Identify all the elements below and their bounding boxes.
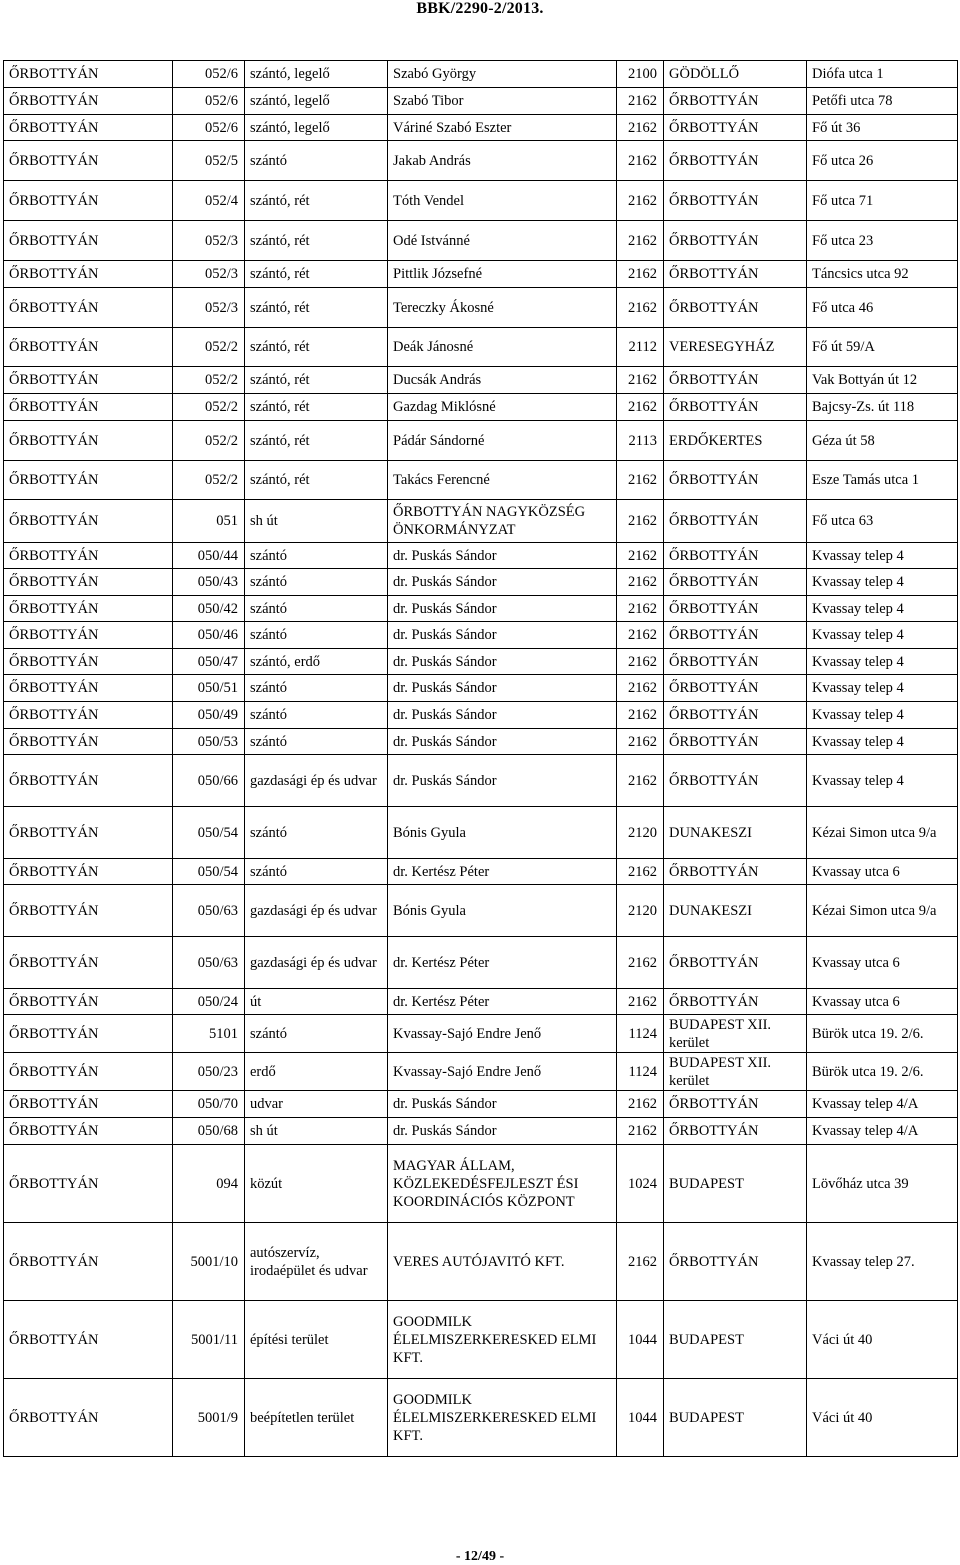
- postal-code-cell: 2162: [617, 543, 664, 569]
- owner-name-cell: dr. Puskás Sándor: [388, 543, 617, 569]
- parcel-number-cell: 052/3: [173, 288, 245, 328]
- table-row: [4, 221, 958, 261]
- postal-code-cell: 2162: [617, 729, 664, 755]
- land-use-cell: szántó, rét: [245, 328, 388, 367]
- owner-city-cell: ŐRBOTTYÁN: [664, 1118, 807, 1145]
- settlement-cell: ŐRBOTTYÁN: [4, 569, 173, 596]
- settlement-cell: ŐRBOTTYÁN: [4, 88, 173, 115]
- owner-city-cell: ŐRBOTTYÁN: [664, 261, 807, 288]
- owner-city-cell: ŐRBOTTYÁN: [664, 141, 807, 181]
- owner-city-cell: ŐRBOTTYÁN: [664, 88, 807, 115]
- land-use-cell: szántó, erdő: [245, 649, 388, 675]
- parcel-number-cell: 050/43: [173, 569, 245, 596]
- owner-address-cell: Fő utca 63: [807, 500, 958, 543]
- owner-city-cell: DUNAKESZI: [664, 807, 807, 859]
- owner-address-cell: Kvassay utca 6: [807, 859, 958, 885]
- postal-code-cell: 2162: [617, 181, 664, 221]
- settlement-cell: ŐRBOTTYÁN: [4, 421, 173, 461]
- owner-city-cell: ŐRBOTTYÁN: [664, 859, 807, 885]
- table-row: [4, 1145, 958, 1223]
- owner-name-cell: dr. Puskás Sándor: [388, 1091, 617, 1118]
- settlement-cell: ŐRBOTTYÁN: [4, 1301, 173, 1379]
- table-row: [4, 1379, 958, 1457]
- settlement-cell: ŐRBOTTYÁN: [4, 937, 173, 989]
- table-row: [4, 755, 958, 807]
- owner-address-cell: Bürök utca 19. 2/6.: [807, 1053, 958, 1091]
- owner-name-cell: Pádár Sándorné: [388, 421, 617, 461]
- owner-name-cell: Kvassay-Sajó Endre Jenő: [388, 1015, 617, 1053]
- land-use-cell: szántó, rét: [245, 221, 388, 261]
- postal-code-cell: 2162: [617, 675, 664, 702]
- parcel-number-cell: 050/47: [173, 649, 245, 675]
- owner-name-cell: dr. Puskás Sándor: [388, 1118, 617, 1145]
- settlement-cell: ŐRBOTTYÁN: [4, 885, 173, 937]
- owner-city-cell: ŐRBOTTYÁN: [664, 702, 807, 729]
- land-use-cell: gazdasági ép és udvar: [245, 755, 388, 807]
- table-row: [4, 461, 958, 500]
- owner-address-cell: Bajcsy-Zs. út 118: [807, 394, 958, 421]
- owner-address-cell: Kézai Simon utca 9/a: [807, 807, 958, 859]
- owner-address-cell: Kvassay telep 4: [807, 755, 958, 807]
- owner-city-cell: ŐRBOTTYÁN: [664, 221, 807, 261]
- land-use-cell: beépítetlen terület: [245, 1379, 388, 1457]
- owner-address-cell: Lövőház utca 39: [807, 1145, 958, 1223]
- owner-name-cell: Szabó Tibor: [388, 88, 617, 115]
- owner-address-cell: Kvassay telep 4/A: [807, 1091, 958, 1118]
- postal-code-cell: 2162: [617, 702, 664, 729]
- postal-code-cell: 2162: [617, 649, 664, 675]
- owner-name-cell: Deák Jánosné: [388, 328, 617, 367]
- owner-name-cell: Kvassay-Sajó Endre Jenő: [388, 1053, 617, 1091]
- owner-address-cell: Váci út 40: [807, 1379, 958, 1457]
- land-use-cell: szántó: [245, 859, 388, 885]
- owner-city-cell: ŐRBOTTYÁN: [664, 622, 807, 649]
- owner-address-cell: Vak Bottyán út 12: [807, 367, 958, 394]
- owner-address-cell: Fő utca 23: [807, 221, 958, 261]
- parcel-number-cell: 050/24: [173, 989, 245, 1015]
- postal-code-cell: 2162: [617, 115, 664, 141]
- owner-address-cell: Petőfi utca 78: [807, 88, 958, 115]
- land-use-cell: szántó: [245, 141, 388, 181]
- land-use-cell: szántó, rét: [245, 421, 388, 461]
- table-row: [4, 569, 958, 596]
- postal-code-cell: 2162: [617, 500, 664, 543]
- owner-address-cell: Kvassay telep 4: [807, 675, 958, 702]
- owner-address-cell: Kvassay telep 4: [807, 569, 958, 596]
- land-use-cell: út: [245, 989, 388, 1015]
- table-row: [4, 622, 958, 649]
- parcel-number-cell: 050/54: [173, 859, 245, 885]
- parcel-number-cell: 050/53: [173, 729, 245, 755]
- parcel-owners-table: [3, 60, 958, 1457]
- parcel-number-cell: 052/2: [173, 367, 245, 394]
- parcel-number-cell: 050/66: [173, 755, 245, 807]
- settlement-cell: ŐRBOTTYÁN: [4, 1379, 173, 1457]
- owner-name-cell: dr. Kertész Péter: [388, 937, 617, 989]
- land-use-cell: autószervíz, irodaépület és udvar: [245, 1223, 388, 1301]
- parcel-number-cell: 050/23: [173, 1053, 245, 1091]
- postal-code-cell: 2162: [617, 88, 664, 115]
- settlement-cell: ŐRBOTTYÁN: [4, 543, 173, 569]
- parcel-number-cell: 052/2: [173, 328, 245, 367]
- land-use-cell: szántó: [245, 569, 388, 596]
- table-row: [4, 261, 958, 288]
- owner-city-cell: ŐRBOTTYÁN: [664, 115, 807, 141]
- postal-code-cell: 2100: [617, 61, 664, 88]
- owner-city-cell: VERESEGYHÁZ: [664, 328, 807, 367]
- table-row: [4, 1053, 958, 1091]
- owner-name-cell: dr. Puskás Sándor: [388, 596, 617, 622]
- owner-name-cell: dr. Puskás Sándor: [388, 649, 617, 675]
- land-use-cell: szántó: [245, 807, 388, 859]
- land-use-cell: gazdasági ép és udvar: [245, 885, 388, 937]
- owner-city-cell: ŐRBOTTYÁN: [664, 288, 807, 328]
- table-row: [4, 1301, 958, 1379]
- parcel-number-cell: 052/2: [173, 394, 245, 421]
- settlement-cell: ŐRBOTTYÁN: [4, 261, 173, 288]
- table-row: [4, 421, 958, 461]
- postal-code-cell: 2162: [617, 221, 664, 261]
- parcel-number-cell: 050/46: [173, 622, 245, 649]
- owner-address-cell: Kvassay utca 6: [807, 989, 958, 1015]
- table-row: [4, 937, 958, 989]
- owner-name-cell: Váriné Szabó Eszter: [388, 115, 617, 141]
- postal-code-cell: 2120: [617, 807, 664, 859]
- postal-code-cell: 2162: [617, 859, 664, 885]
- postal-code-cell: 2162: [617, 261, 664, 288]
- settlement-cell: ŐRBOTTYÁN: [4, 1091, 173, 1118]
- parcel-number-cell: 052/6: [173, 88, 245, 115]
- owner-city-cell: BUDAPEST: [664, 1301, 807, 1379]
- settlement-cell: ŐRBOTTYÁN: [4, 622, 173, 649]
- owner-name-cell: Bónis Gyula: [388, 807, 617, 859]
- parcel-number-cell: 050/54: [173, 807, 245, 859]
- owner-city-cell: ŐRBOTTYÁN: [664, 596, 807, 622]
- land-use-cell: szántó: [245, 675, 388, 702]
- owner-name-cell: dr. Puskás Sándor: [388, 569, 617, 596]
- postal-code-cell: 2162: [617, 755, 664, 807]
- settlement-cell: ŐRBOTTYÁN: [4, 61, 173, 88]
- parcel-number-cell: 052/2: [173, 421, 245, 461]
- owner-name-cell: Tóth Vendel: [388, 181, 617, 221]
- owner-address-cell: Kvassay telep 4: [807, 649, 958, 675]
- postal-code-cell: 1044: [617, 1379, 664, 1457]
- table-row: [4, 543, 958, 569]
- settlement-cell: ŐRBOTTYÁN: [4, 755, 173, 807]
- postal-code-cell: 2162: [617, 1223, 664, 1301]
- postal-code-cell: 2162: [617, 461, 664, 500]
- settlement-cell: ŐRBOTTYÁN: [4, 1118, 173, 1145]
- owner-address-cell: Diófa utca 1: [807, 61, 958, 88]
- owner-address-cell: Kvassay telep 4: [807, 702, 958, 729]
- land-use-cell: szántó, rét: [245, 181, 388, 221]
- table-row: [4, 288, 958, 328]
- settlement-cell: ŐRBOTTYÁN: [4, 729, 173, 755]
- owner-city-cell: ŐRBOTTYÁN: [664, 937, 807, 989]
- owner-city-cell: ŐRBOTTYÁN: [664, 1223, 807, 1301]
- land-use-cell: sh út: [245, 1118, 388, 1145]
- parcel-number-cell: 052/3: [173, 261, 245, 288]
- table-row: [4, 88, 958, 115]
- settlement-cell: ŐRBOTTYÁN: [4, 1145, 173, 1223]
- settlement-cell: ŐRBOTTYÁN: [4, 221, 173, 261]
- land-use-cell: szántó, legelő: [245, 115, 388, 141]
- land-use-cell: szántó, rét: [245, 394, 388, 421]
- owner-city-cell: DUNAKESZI: [664, 885, 807, 937]
- postal-code-cell: 2162: [617, 569, 664, 596]
- table-row: [4, 181, 958, 221]
- owner-name-cell: dr. Puskás Sándor: [388, 755, 617, 807]
- settlement-cell: ŐRBOTTYÁN: [4, 500, 173, 543]
- postal-code-cell: 1024: [617, 1145, 664, 1223]
- land-use-cell: udvar: [245, 1091, 388, 1118]
- owner-address-cell: Kézai Simon utca 9/a: [807, 885, 958, 937]
- settlement-cell: ŐRBOTTYÁN: [4, 675, 173, 702]
- owner-address-cell: Kvassay telep 4: [807, 729, 958, 755]
- table-row: [4, 367, 958, 394]
- owner-name-cell: dr. Kertész Péter: [388, 989, 617, 1015]
- owner-city-cell: ŐRBOTTYÁN: [664, 755, 807, 807]
- parcel-number-cell: 050/63: [173, 885, 245, 937]
- owner-address-cell: Fő utca 71: [807, 181, 958, 221]
- owner-name-cell: GOODMILK ÉLELMISZERKERESKED ELMI KFT.: [388, 1301, 617, 1379]
- table-row: [4, 1091, 958, 1118]
- owner-name-cell: Takács Ferencné: [388, 461, 617, 500]
- settlement-cell: ŐRBOTTYÁN: [4, 989, 173, 1015]
- owner-city-cell: ŐRBOTTYÁN: [664, 569, 807, 596]
- settlement-cell: ŐRBOTTYÁN: [4, 649, 173, 675]
- owner-address-cell: Kvassay telep 4: [807, 543, 958, 569]
- land-use-cell: közút: [245, 1145, 388, 1223]
- table-row: [4, 729, 958, 755]
- owner-address-cell: Kvassay telep 4/A: [807, 1118, 958, 1145]
- parcel-number-cell: 050/70: [173, 1091, 245, 1118]
- table-row: [4, 394, 958, 421]
- owner-name-cell: dr. Kertész Péter: [388, 859, 617, 885]
- owner-name-cell: Pittlik Józsefné: [388, 261, 617, 288]
- postal-code-cell: 1044: [617, 1301, 664, 1379]
- parcel-number-cell: 094: [173, 1145, 245, 1223]
- table-row: [4, 807, 958, 859]
- land-use-cell: szántó, rét: [245, 367, 388, 394]
- settlement-cell: ŐRBOTTYÁN: [4, 702, 173, 729]
- owner-city-cell: ŐRBOTTYÁN: [664, 367, 807, 394]
- parcel-number-cell: 052/2: [173, 461, 245, 500]
- land-use-cell: szántó: [245, 729, 388, 755]
- land-use-cell: sh út: [245, 500, 388, 543]
- owner-name-cell: Tereczky Ákosné: [388, 288, 617, 328]
- parcel-number-cell: 051: [173, 500, 245, 543]
- owner-name-cell: Bónis Gyula: [388, 885, 617, 937]
- owner-city-cell: ŐRBOTTYÁN: [664, 1091, 807, 1118]
- parcel-number-cell: 052/3: [173, 221, 245, 261]
- owner-name-cell: Gazdag Miklósné: [388, 394, 617, 421]
- parcel-number-cell: 5001/11: [173, 1301, 245, 1379]
- table-row: [4, 649, 958, 675]
- postal-code-cell: 2162: [617, 141, 664, 181]
- land-use-cell: szántó, rét: [245, 461, 388, 500]
- table-row: [4, 1118, 958, 1145]
- table-row: [4, 675, 958, 702]
- owner-address-cell: Fő út 36: [807, 115, 958, 141]
- owner-address-cell: Fő utca 26: [807, 141, 958, 181]
- land-use-cell: szántó, rét: [245, 261, 388, 288]
- postal-code-cell: 2162: [617, 1091, 664, 1118]
- owner-city-cell: ERDŐKERTES: [664, 421, 807, 461]
- settlement-cell: ŐRBOTTYÁN: [4, 1223, 173, 1301]
- owner-city-cell: ŐRBOTTYÁN: [664, 543, 807, 569]
- table-row: [4, 61, 958, 88]
- owner-name-cell: Odé Istvánné: [388, 221, 617, 261]
- owner-name-cell: MAGYAR ÁLLAM, KÖZLEKEDÉSFEJLESZT ÉSI KOORDINÁCIÓS KÖZPONT: [388, 1145, 617, 1223]
- owner-city-cell: BUDAPEST XII. kerület: [664, 1015, 807, 1053]
- owner-address-cell: Fő út 59/A: [807, 328, 958, 367]
- owner-address-cell: Géza út 58: [807, 421, 958, 461]
- owner-name-cell: dr. Puskás Sándor: [388, 675, 617, 702]
- parcel-number-cell: 050/42: [173, 596, 245, 622]
- owner-name-cell: dr. Puskás Sándor: [388, 622, 617, 649]
- table-row: [4, 115, 958, 141]
- owner-name-cell: Ducsák András: [388, 367, 617, 394]
- owner-name-cell: Szabó György: [388, 61, 617, 88]
- owner-city-cell: ŐRBOTTYÁN: [664, 394, 807, 421]
- settlement-cell: ŐRBOTTYÁN: [4, 807, 173, 859]
- settlement-cell: ŐRBOTTYÁN: [4, 461, 173, 500]
- land-use-cell: szántó, legelő: [245, 61, 388, 88]
- land-use-cell: gazdasági ép és udvar: [245, 937, 388, 989]
- table-row: [4, 702, 958, 729]
- table-row: [4, 989, 958, 1015]
- table-body: [4, 61, 958, 1457]
- owner-city-cell: BUDAPEST: [664, 1379, 807, 1457]
- postal-code-cell: 2162: [617, 989, 664, 1015]
- land-use-cell: erdő: [245, 1053, 388, 1091]
- settlement-cell: ŐRBOTTYÁN: [4, 141, 173, 181]
- parcel-number-cell: 5001/10: [173, 1223, 245, 1301]
- owner-city-cell: ŐRBOTTYÁN: [664, 500, 807, 543]
- table-row: [4, 1015, 958, 1053]
- postal-code-cell: 1124: [617, 1053, 664, 1091]
- owner-city-cell: ŐRBOTTYÁN: [664, 989, 807, 1015]
- owner-name-cell: dr. Puskás Sándor: [388, 702, 617, 729]
- table-row: [4, 500, 958, 543]
- postal-code-cell: 2113: [617, 421, 664, 461]
- owner-city-cell: ŐRBOTTYÁN: [664, 649, 807, 675]
- owner-city-cell: BUDAPEST XII. kerület: [664, 1053, 807, 1091]
- postal-code-cell: 2162: [617, 288, 664, 328]
- land-use-cell: szántó: [245, 596, 388, 622]
- table-row: [4, 859, 958, 885]
- settlement-cell: ŐRBOTTYÁN: [4, 288, 173, 328]
- parcel-number-cell: 050/68: [173, 1118, 245, 1145]
- owner-address-cell: Bürök utca 19. 2/6.: [807, 1015, 958, 1053]
- settlement-cell: ŐRBOTTYÁN: [4, 367, 173, 394]
- owner-city-cell: ŐRBOTTYÁN: [664, 729, 807, 755]
- postal-code-cell: 2162: [617, 937, 664, 989]
- owner-address-cell: Váci út 40: [807, 1301, 958, 1379]
- postal-code-cell: 1124: [617, 1015, 664, 1053]
- owner-address-cell: Kvassay telep 4: [807, 622, 958, 649]
- owner-city-cell: ŐRBOTTYÁN: [664, 181, 807, 221]
- owner-name-cell: VERES AUTÓJAVITÓ KFT.: [388, 1223, 617, 1301]
- land-use-cell: szántó, legelő: [245, 88, 388, 115]
- parcel-number-cell: 050/51: [173, 675, 245, 702]
- owner-name-cell: dr. Puskás Sándor: [388, 729, 617, 755]
- settlement-cell: ŐRBOTTYÁN: [4, 394, 173, 421]
- settlement-cell: ŐRBOTTYÁN: [4, 596, 173, 622]
- parcel-number-cell: 050/49: [173, 702, 245, 729]
- table-row: [4, 885, 958, 937]
- postal-code-cell: 2162: [617, 596, 664, 622]
- land-use-cell: szántó: [245, 702, 388, 729]
- parcel-number-cell: 052/5: [173, 141, 245, 181]
- parcel-number-cell: 052/4: [173, 181, 245, 221]
- table-row: [4, 328, 958, 367]
- parcel-number-cell: 5001/9: [173, 1379, 245, 1457]
- owner-address-cell: Fő utca 46: [807, 288, 958, 328]
- owner-address-cell: Kvassay utca 6: [807, 937, 958, 989]
- owner-name-cell: GOODMILK ÉLELMISZERKERESKED ELMI KFT.: [388, 1379, 617, 1457]
- land-use-cell: szántó: [245, 543, 388, 569]
- settlement-cell: ŐRBOTTYÁN: [4, 859, 173, 885]
- postal-code-cell: 2162: [617, 1118, 664, 1145]
- parcel-number-cell: 052/6: [173, 115, 245, 141]
- settlement-cell: ŐRBOTTYÁN: [4, 328, 173, 367]
- owner-name-cell: ŐRBOTTYÁN NAGYKÖZSÉG ÖNKORMÁNYZAT: [388, 500, 617, 543]
- parcel-number-cell: 052/6: [173, 61, 245, 88]
- document-id-header: BBK/2290-2/2013.: [416, 0, 544, 17]
- table-row: [4, 596, 958, 622]
- parcel-owners-table-container: [3, 60, 957, 1457]
- land-use-cell: szántó: [245, 622, 388, 649]
- settlement-cell: ŐRBOTTYÁN: [4, 115, 173, 141]
- settlement-cell: ŐRBOTTYÁN: [4, 1053, 173, 1091]
- land-use-cell: szántó: [245, 1015, 388, 1053]
- owner-address-cell: Kvassay telep 4: [807, 596, 958, 622]
- page-number-footer: - 12/49 -: [455, 1549, 505, 1564]
- postal-code-cell: 2112: [617, 328, 664, 367]
- settlement-cell: ŐRBOTTYÁN: [4, 181, 173, 221]
- postal-code-cell: 2162: [617, 622, 664, 649]
- land-use-cell: szántó, rét: [245, 288, 388, 328]
- owner-name-cell: Jakab András: [388, 141, 617, 181]
- owner-city-cell: GÖDÖLLŐ: [664, 61, 807, 88]
- table-row: [4, 141, 958, 181]
- parcel-number-cell: 050/63: [173, 937, 245, 989]
- owner-city-cell: ŐRBOTTYÁN: [664, 461, 807, 500]
- land-use-cell: építési terület: [245, 1301, 388, 1379]
- table-row: [4, 1223, 958, 1301]
- owner-address-cell: Esze Tamás utca 1: [807, 461, 958, 500]
- owner-city-cell: BUDAPEST: [664, 1145, 807, 1223]
- postal-code-cell: 2162: [617, 367, 664, 394]
- settlement-cell: ŐRBOTTYÁN: [4, 1015, 173, 1053]
- postal-code-cell: 2120: [617, 885, 664, 937]
- owner-address-cell: Táncsics utca 92: [807, 261, 958, 288]
- owner-city-cell: ŐRBOTTYÁN: [664, 675, 807, 702]
- parcel-number-cell: 050/44: [173, 543, 245, 569]
- owner-address-cell: Kvassay telep 27.: [807, 1223, 958, 1301]
- postal-code-cell: 2162: [617, 394, 664, 421]
- parcel-number-cell: 5101: [173, 1015, 245, 1053]
